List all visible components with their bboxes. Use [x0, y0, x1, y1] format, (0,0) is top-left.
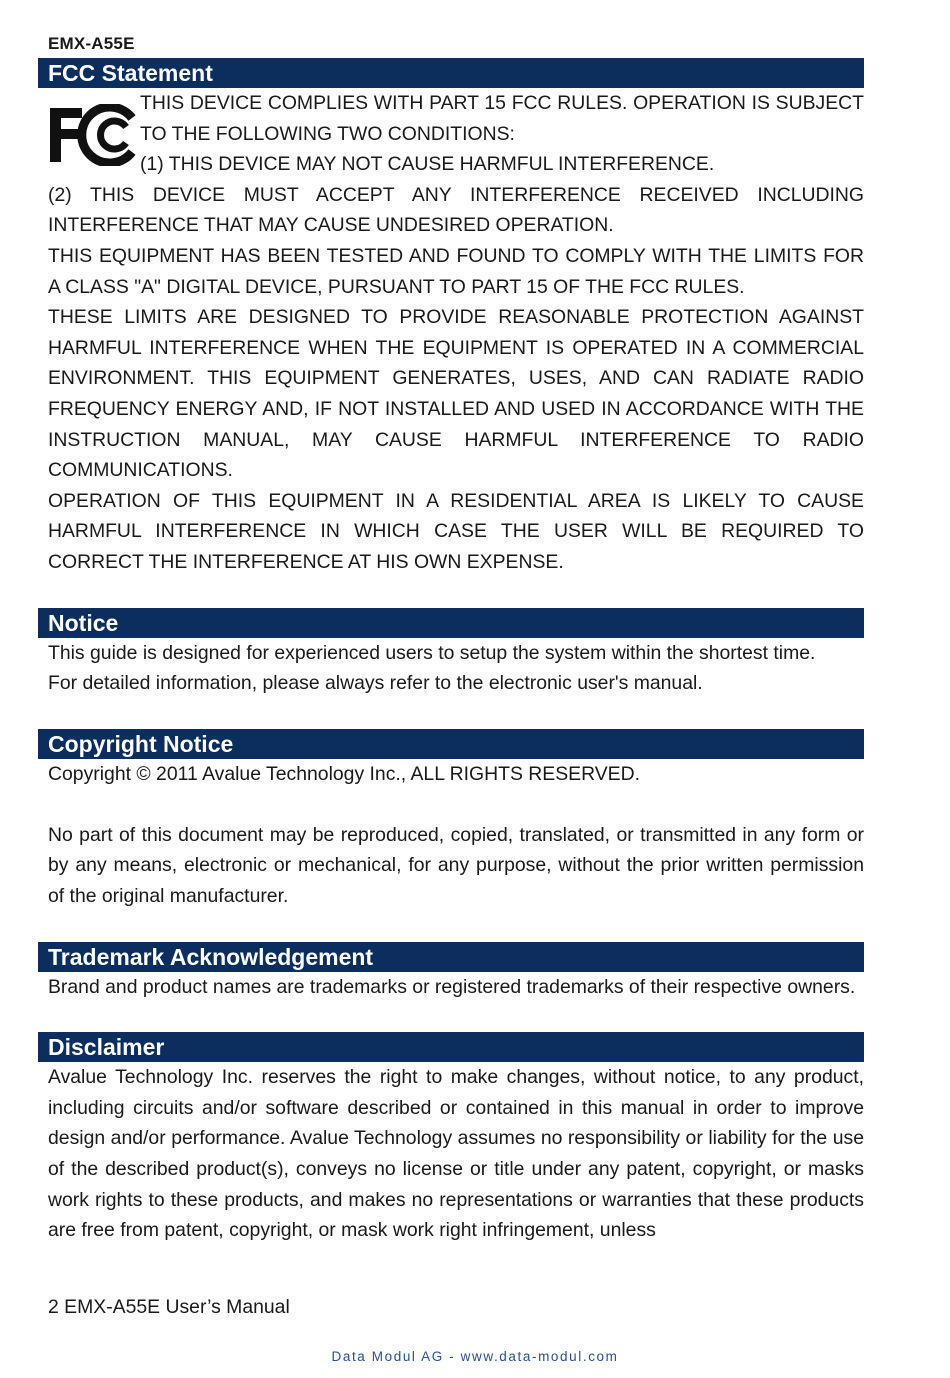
- watermark: Data Modul AG - www.data-modul.com: [331, 1349, 619, 1364]
- notice-paragraph: For detailed information, please always refer to the electronic user's manual.: [48, 672, 703, 695]
- paragraph-gap: [48, 789, 864, 820]
- page-header: EMX-A55E: [48, 34, 135, 53]
- copyright-line: Copyright © 2011 Avalue Technology Inc., ALL RIGHTS RESERVED.: [48, 762, 641, 785]
- trademark-paragraph: Brand and product names are trademarks or registered trademarks of their respective owners.: [48, 975, 856, 998]
- section-title-trademark: Trademark Acknowledgement: [38, 942, 864, 972]
- notice-body: [38, 638, 864, 699]
- section-title-notice: Notice: [38, 608, 864, 638]
- trademark-section: [38, 942, 864, 1003]
- page-footer: 2 EMX-A55E User’s Manual: [48, 1296, 290, 1318]
- trademark-body: [38, 972, 864, 1003]
- fcc-logo-icon: [48, 88, 140, 176]
- copyright-section: [38, 729, 864, 912]
- notice-paragraph: This guide is designed for experienced users to setup the system within the shortest time.: [48, 641, 816, 664]
- disclaimer-section: [38, 1032, 864, 1246]
- fcc-lead: [48, 88, 864, 180]
- disclaimer-paragraph: Avalue Technology Inc. reserves the right to make changes, without notice, to any product, including circuits and/or software described or contained in this manual in order to improve design and/or performance. Avalue Technology assumes no responsibility or liability for the use of the described product(s), conveys no license or title under any patent, copyright, or masks work rights to these products, and makes no representations or warranties that these products are free from patent, copyright, or mask work right infringement, unless: [48, 1066, 864, 1242]
- fcc-paragraph: (2) THIS DEVICE MUST ACCEPT ANY INTERFERENCE RECEIVED INCLUDING INTERFERENCE THAT MAY CAUSE UNDESIRED OPERATION.: [48, 183, 864, 237]
- fcc-paragraph: THESE LIMITS ARE DESIGNED TO PROVIDE REASONABLE PROTECTION AGAINST HARMFUL INTERFERENCE WHEN THE EQUIPMENT IS OPERATED IN A COMMERCIAL ENVIRONMENT. THIS EQUIPMENT GENERATES, USES, AND CAN RADIATE RADIO FREQUENCY ENERGY AND, IF NOT INSTALLED AND USED IN ACCORDANCE WITH THE INSTRUCTION MANUAL, MAY CAUSE HARMFUL INTERFERENCE TO RADIO COMMUNICATIONS.: [48, 306, 864, 482]
- page-content: [38, 58, 864, 1276]
- notice-section: [38, 608, 864, 699]
- section-title-copyright: Copyright Notice: [38, 729, 864, 759]
- fcc-lead-text: [140, 88, 864, 180]
- copyright-body: [38, 759, 864, 912]
- fcc-line-2: (1) THIS DEVICE MAY NOT CAUSE HARMFUL INTERFERENCE.: [140, 153, 715, 176]
- section-title-fcc: FCC Statement: [38, 58, 864, 88]
- fcc-section: [38, 58, 864, 578]
- fcc-line-1: THIS DEVICE COMPLIES WITH PART 15 FCC RULES. OPERATION IS SUBJECT TO THE FOLLOWING TWO CONDITIONS:: [140, 92, 864, 145]
- fcc-paragraph: THIS EQUIPMENT HAS BEEN TESTED AND FOUND TO COMPLY WITH THE LIMITS FOR A CLASS "A" DIGITAL DEVICE, PURSUANT TO PART 15 OF THE FCC RULES.: [48, 244, 864, 298]
- fcc-paragraph: OPERATION OF THIS EQUIPMENT IN A RESIDENTIAL AREA IS LIKELY TO CAUSE HARMFUL INTERFERENCE IN WHICH CASE THE USER WILL BE REQUIRED TO CORRECT THE INTERFERENCE AT HIS OWN EXPENSE.: [48, 489, 864, 573]
- copyright-paragraph: No part of this document may be reproduced, copied, translated, or transmitted in any form or by any means, electronic or mechanical, for any purpose, without the prior written permission of the original manufacturer.: [48, 823, 864, 908]
- section-title-disclaimer: Disclaimer: [38, 1032, 864, 1062]
- disclaimer-body: [38, 1062, 864, 1246]
- fcc-body: [38, 88, 864, 578]
